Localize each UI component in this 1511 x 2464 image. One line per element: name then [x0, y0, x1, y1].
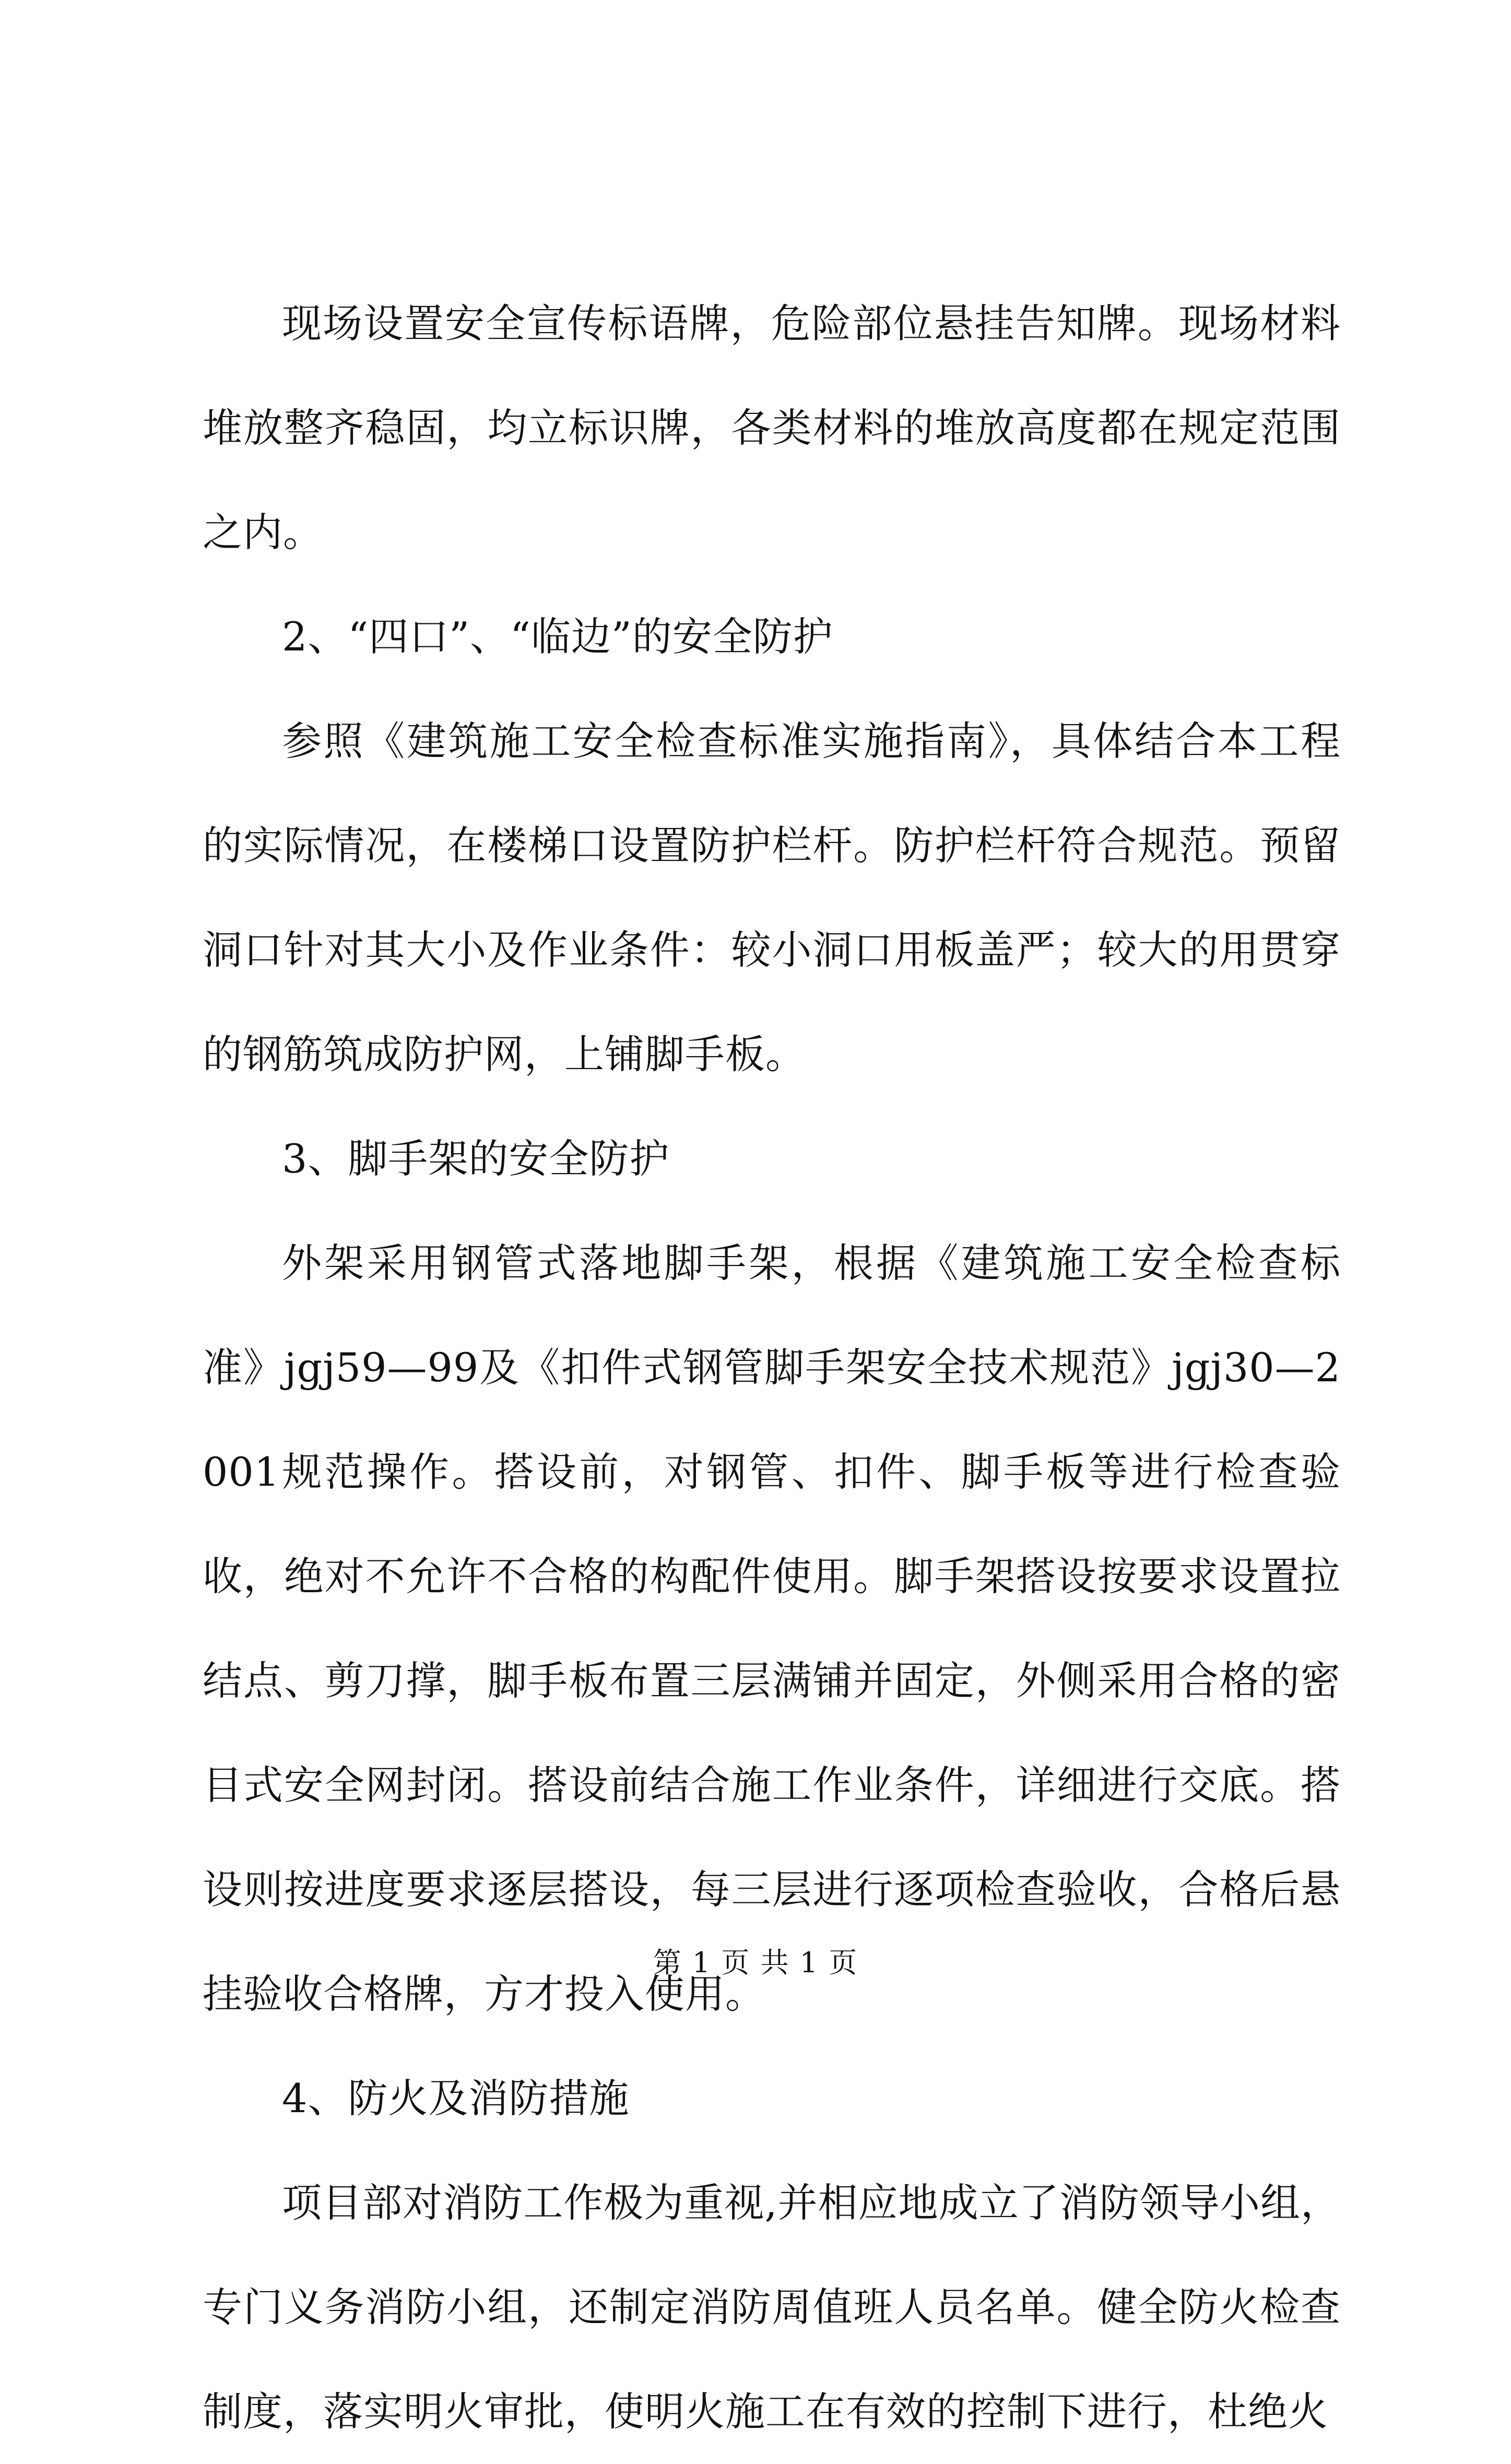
document-body — [203, 271, 1341, 2464]
paragraph-fire-protection: 项目部对消防工作极为重视,并相应地成立了消防领导小组，专门义务消防小组，还制定消防周值班人员名单。健全防火检查制度，落实明火审批，使明火施工在有效的控制下进行，杜绝火 — [203, 2179, 1341, 2435]
paragraph-openings-protection: 参照《建筑施工安全检查标准实施指南》，具体结合本工程的实际情况，在楼梯口设置防护栏杆。防护栏杆符合规范。预留洞口针对其大小及作业条件：较小洞口用板盖严；较大的用贯穿的钢筋筑成防护网，上铺脚手板。 — [203, 718, 1341, 1077]
heading-four-openings-edges: 2、“四口”、“临边”的安全防护 — [282, 613, 833, 660]
paragraph-site-signage: 现场设置安全宣传标语牌，危险部位悬挂告知牌。现场材料堆放整齐稳固，均立标识牌，各类材料的堆放高度都在规定范围之内。 — [203, 300, 1341, 555]
heading-scaffold-protection: 3、脚手架的安全防护 — [282, 1135, 670, 1182]
page-footer: 第 1 页 共 1 页 — [653, 1946, 858, 1979]
heading-fire-protection: 4、防火及消防措施 — [282, 2075, 630, 2122]
paragraph-scaffold-protection: 外架采用钢管式落地脚手架，根据《建筑施工安全检查标准》jgj59—99及《扣件式钢管脚手架安全技术规范》jgj30—2001规范操作。搭设前，对钢管、扣件、脚手板等进行检查验收，绝对不允许不合格的构配件使用。脚手架搭设按要求设置拉结点、剪刀撑，脚手板布置三层满铺并固定，外侧采用合格的密目式安全网封闭。搭设前结合施工作业条件，详细进行交底。搭设则按进度要求逐层搭设，每三层进行逐项检查验收，合格后悬挂验收合格牌，方才投入使用。 — [203, 1240, 1341, 2017]
